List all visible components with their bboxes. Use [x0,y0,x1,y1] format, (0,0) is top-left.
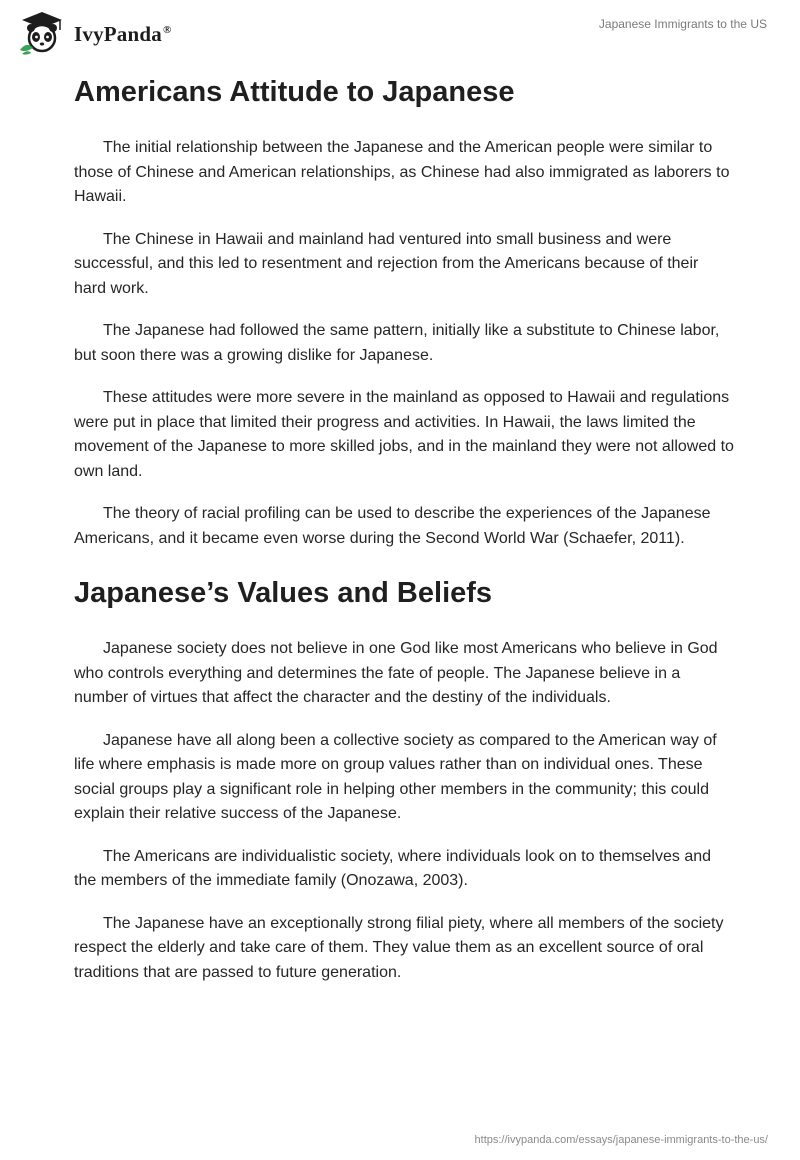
section-heading: Americans Attitude to Japanese [74,76,515,108]
paragraph: Japanese have all along been a collective society as compared to the American way of life where emphasis is made more on group values rather than on individual ones. These social groups play a significant role in helping other members in the community; this could explain their relative success of the Japanese. [74,731,717,822]
registered-mark: ® [162,23,172,36]
paragraph: These attitudes were more severe in the mainland as opposed to Hawaii and regulations were put in place that limited their progress and activities. In Hawaii, the laws limited the movement of the Japanese to more skilled jobs, and in the mainland they were not allowed to own land. [74,389,734,480]
paragraph: The Chinese in Hawaii and mainland had ventured into small business and were successful, and this led to resentment and rejection from the Americans because of their hard work. [74,230,699,297]
paragraph: Japanese society does not believe in one God like most Americans who believe in God who controls everything and determines the fate of people. The Japanese believe in a number of virtues that affect the character and the destiny of the individuals. [74,640,718,706]
paragraph: The initial relationship between the Japanese and the American people were similar to those of Chinese and American relationships, as Chinese had also immigrated as laborers to Hawaii. [74,139,730,205]
source-url-link[interactable]: https://ivypanda.com/essays/japanese-immigrants-to-the-us/ [474,1134,768,1146]
essay-content [74,72,734,1003]
section-body [74,637,734,985]
section-body [74,136,734,551]
panda-graduate-icon [16,10,68,56]
paragraph: The Americans are individualistic society, where individuals look on to themselves and the members of the immediate family (Onozawa, 2003). [74,847,712,889]
brand-name: IvyPanda® [74,21,172,46]
brand-logo[interactable] [16,10,171,56]
paragraph: The Japanese have an exceptionally strong filial piety, where all members of the society respect the elderly and take care of them. They value them as an excellent source of oral traditions that are passed to future generation. [74,914,724,981]
section-heading: Japanese’s Values and Beliefs [74,577,493,609]
document-title: Japanese Immigrants to the US [598,17,767,31]
paragraph: The Japanese had followed the same pattern, initially like a substitute to Chinese labor, but soon there was a growing dislike for Japanese. [74,322,720,364]
paragraph: The theory of racial profiling can be used to describe the experiences of the Japanese Americans, and it became even worse during the Second World War (Schaefer, 2011). [74,505,711,547]
